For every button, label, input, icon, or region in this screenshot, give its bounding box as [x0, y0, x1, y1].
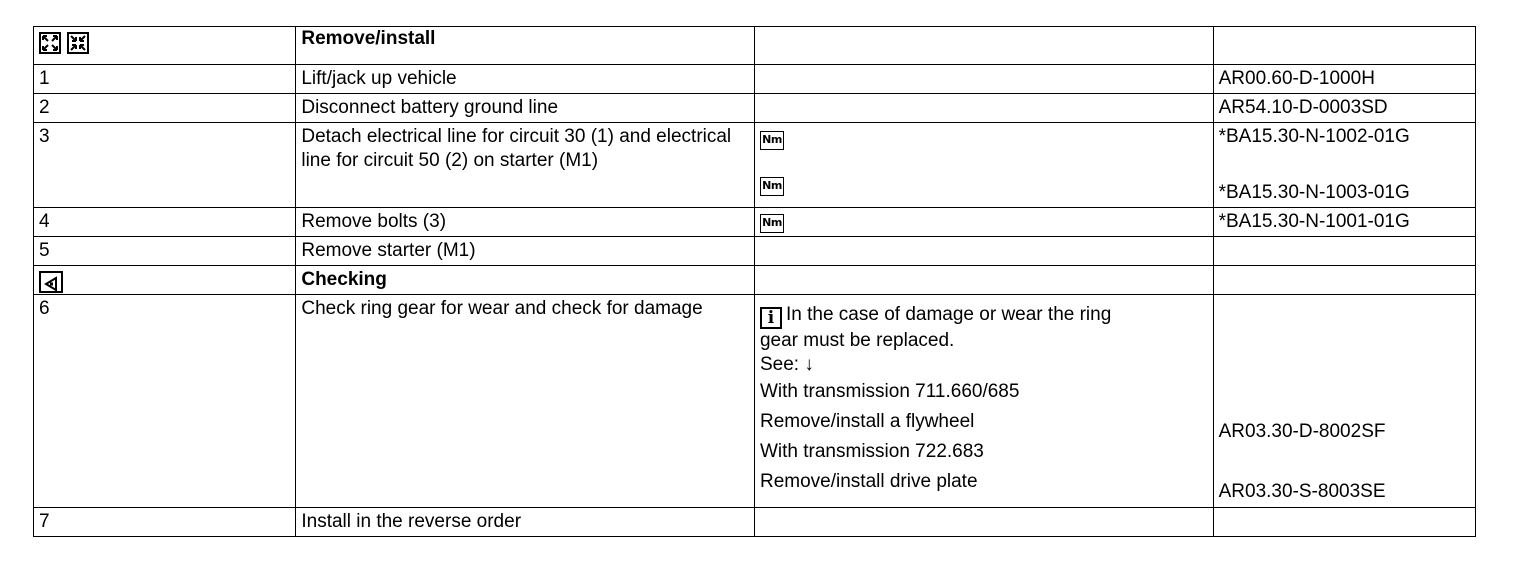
step-number: 4	[39, 211, 50, 232]
checking-title: Checking	[301, 269, 387, 290]
variant-action-link[interactable]: Remove/install drive plate	[759, 471, 978, 492]
reference-link[interactable]: AR03.30-D-8002SF	[1218, 421, 1386, 442]
step-action: Detach electrical line for circuit 30 (1) and electrical line for circuit 50 (2) on starter (M1)	[301, 126, 732, 171]
empty-cell	[754, 27, 1213, 65]
checking-arrow-icon	[39, 271, 63, 293]
empty-cell	[754, 94, 1213, 123]
collapse-arrows-icon	[67, 32, 89, 54]
torque-icon[interactable]: Nm	[760, 214, 784, 233]
step-action: Lift/jack up vehicle	[301, 68, 457, 89]
step-action: Check ring gear for wear and check for damage	[301, 298, 703, 319]
step-number: 3	[39, 126, 50, 147]
section-header-row	[34, 27, 1476, 65]
torque-spec-a[interactable]	[760, 123, 1213, 153]
torque-spec-b[interactable]	[760, 153, 1213, 199]
empty-cell	[754, 237, 1213, 266]
note-block	[760, 295, 1213, 497]
note-text: gear must be replaced.	[759, 330, 955, 351]
step-number: 7	[39, 511, 50, 532]
variant-condition: With transmission 711.660/685	[759, 381, 1020, 402]
empty-cell	[1213, 237, 1475, 266]
note-line	[760, 303, 1213, 329]
step-row	[34, 208, 1476, 237]
step-row	[34, 123, 1476, 208]
empty-cell	[754, 65, 1213, 94]
torque-icon[interactable]: Nm	[760, 131, 784, 150]
step-action: Install in the reverse order	[301, 511, 522, 532]
reference-link[interactable]: AR54.10-D-0003SD	[1218, 97, 1388, 118]
see-label: See: ↓	[759, 354, 814, 375]
expand-arrows-icon	[39, 32, 61, 54]
info-icon: i	[760, 307, 782, 329]
checking-header-row	[34, 266, 1476, 295]
variant-action-link[interactable]: Remove/install a flywheel	[759, 411, 975, 432]
reference-link[interactable]: *BA15.30-N-1002-01G	[1218, 126, 1410, 147]
reference-link[interactable]: AR00.60-D-1000H	[1218, 68, 1375, 89]
section-icons-cell	[34, 27, 296, 65]
step-row	[34, 65, 1476, 94]
step-row	[34, 94, 1476, 123]
step-action: Remove starter (M1)	[301, 240, 476, 261]
step-row	[34, 295, 1476, 508]
section-title: Remove/install	[296, 27, 755, 65]
step-number: 2	[39, 97, 50, 118]
reference-link[interactable]: AR03.30-S-8003SE	[1218, 481, 1386, 502]
procedure-table	[33, 26, 1476, 537]
step-action: Disconnect battery ground line	[301, 97, 559, 118]
empty-cell	[1213, 508, 1475, 537]
step-row	[34, 508, 1476, 537]
empty-cell	[1213, 27, 1475, 65]
step-number: 1	[39, 68, 50, 89]
empty-cell	[754, 508, 1213, 537]
empty-cell	[1213, 266, 1475, 295]
torque-icon[interactable]: Nm	[760, 177, 784, 196]
reference-link[interactable]: *BA15.30-N-1001-01G	[1218, 211, 1410, 232]
step-number: 5	[39, 240, 50, 261]
torque-spec[interactable]	[760, 208, 1213, 236]
step-row	[34, 237, 1476, 266]
reference-link[interactable]: *BA15.30-N-1003-01G	[1218, 182, 1410, 203]
step-action: Remove bolts (3)	[301, 211, 447, 232]
empty-cell	[754, 266, 1213, 295]
variant-condition: With transmission 722.683	[759, 441, 984, 462]
step-number: 6	[39, 298, 50, 319]
note-text: In the case of damage or wear the ring	[785, 304, 1112, 325]
reference-stack	[1219, 295, 1475, 507]
